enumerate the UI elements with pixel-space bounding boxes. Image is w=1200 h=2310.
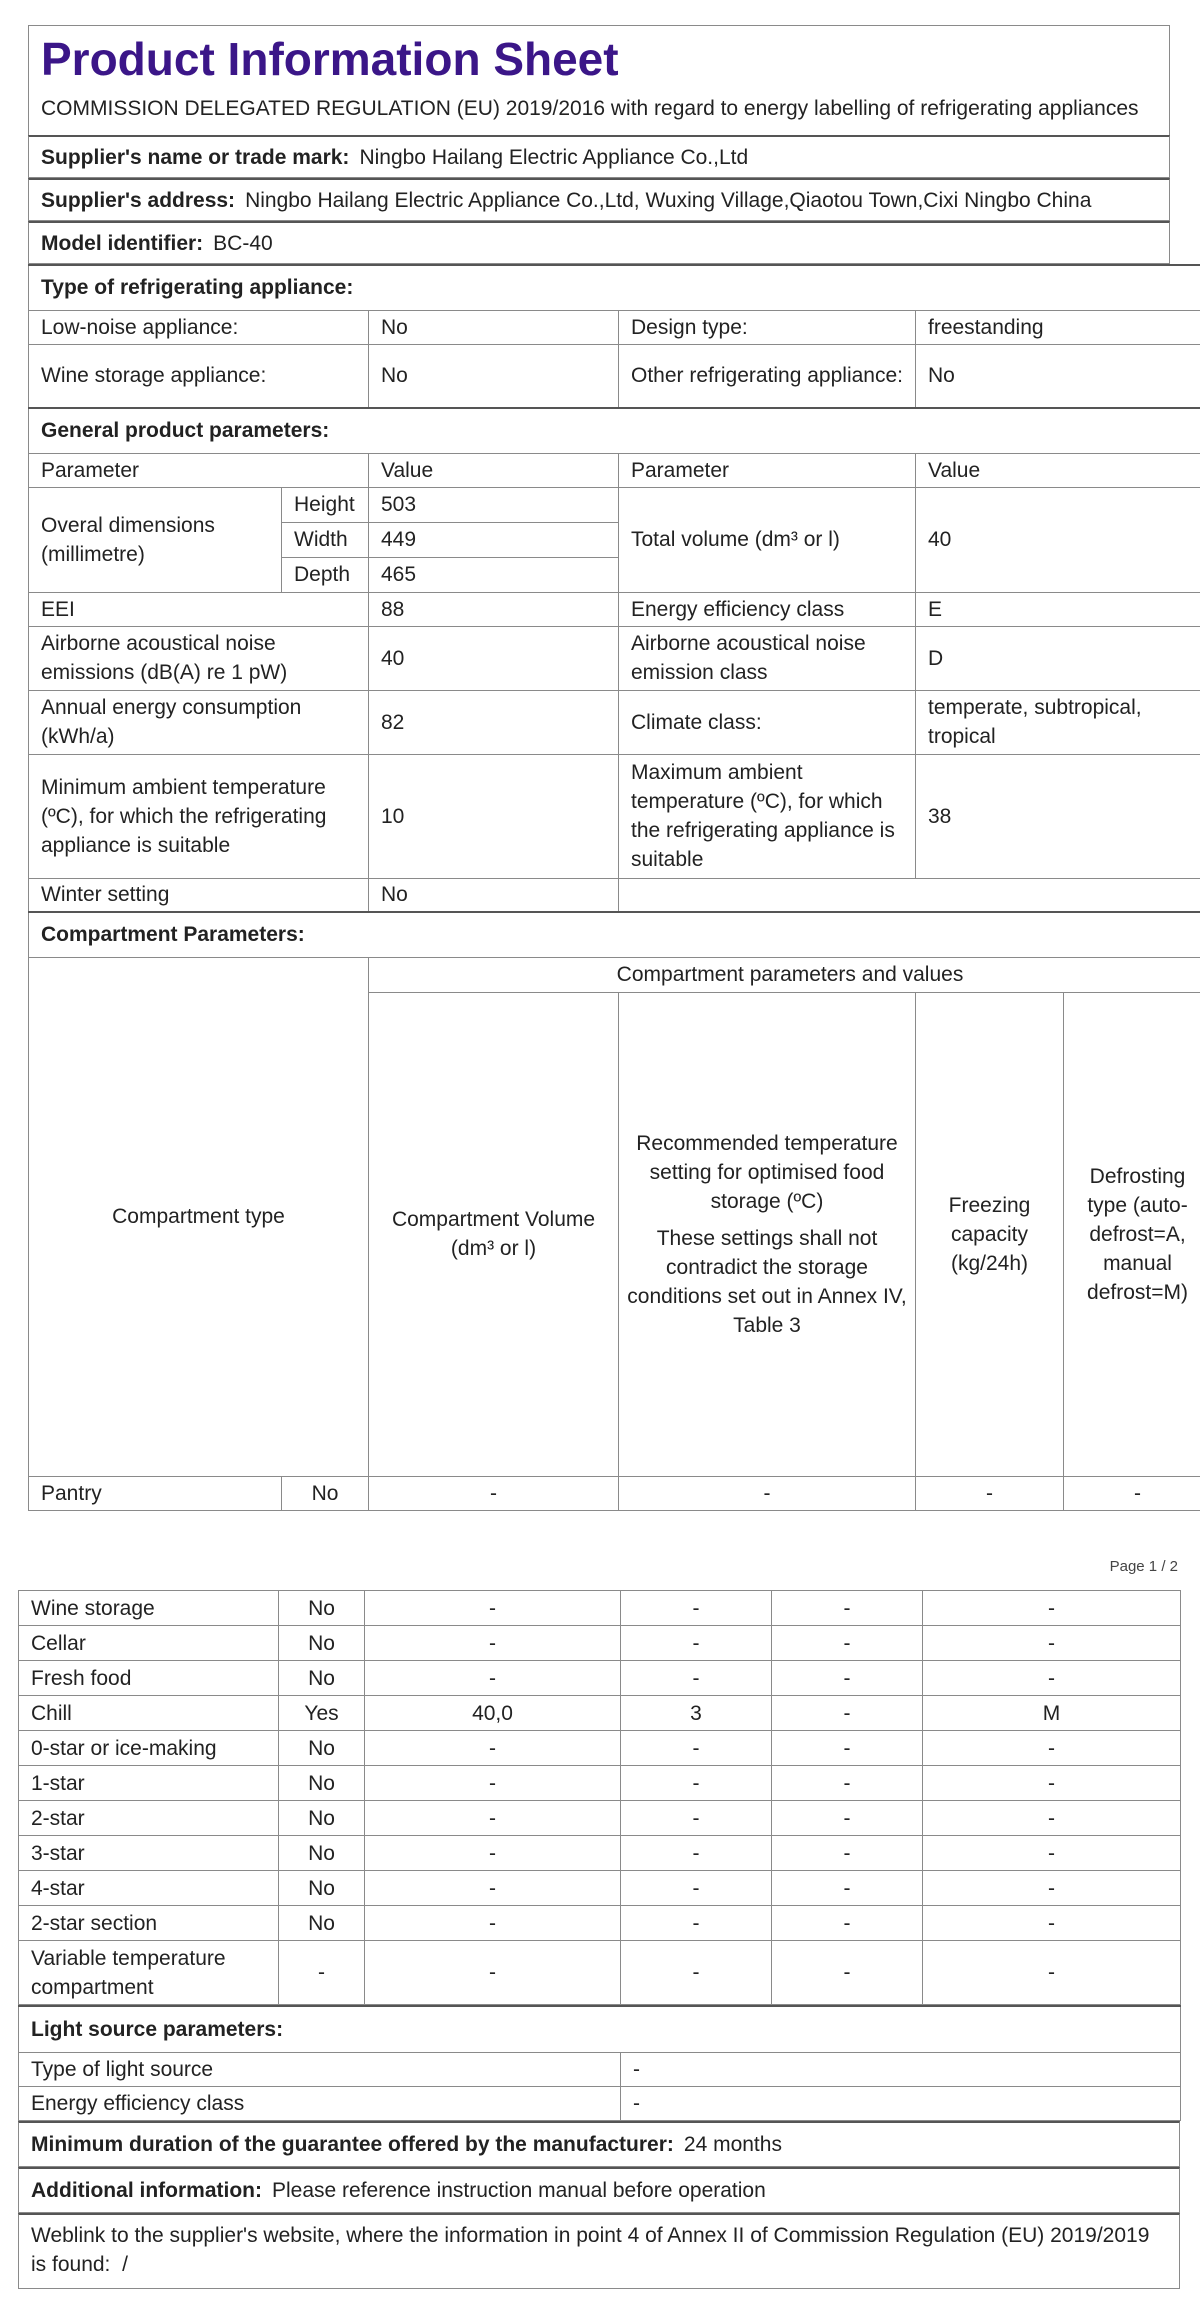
width-value: 449 [369, 522, 619, 557]
compartment-volume: - [365, 1661, 621, 1696]
energy-class-value: E [916, 592, 1200, 626]
recommended-temperature-note: These settings shall not contradict the storage conditions set out in Annex IV, Table 3 [627, 1226, 907, 1337]
compartment-name: 3-star [19, 1836, 279, 1871]
compartment-volume: - [365, 1836, 621, 1871]
compartment-volume: - [369, 1476, 619, 1510]
regulation-subtitle: COMMISSION DELEGATED REGULATION (EU) 2019/2016 with regard to energy labelling of refrigerating appliances [41, 97, 1139, 120]
compartment-defrost: - [1064, 1476, 1200, 1510]
compartment-freezing: - [772, 1731, 923, 1766]
sheet-header [28, 25, 1170, 135]
table-row [19, 1696, 1181, 1731]
compartment-name: Chill [19, 1696, 279, 1731]
guarantee-label: Minimum duration of the guarantee offered by the manufacturer: [31, 2132, 674, 2156]
light-source-table [18, 2005, 1181, 2121]
light-energy-class-value: - [621, 2086, 1181, 2120]
column-header-value: Value [369, 453, 619, 487]
info-sheet-page-2 [18, 1590, 1180, 2289]
table-row [19, 1766, 1181, 1801]
compartment-name: Fresh food [19, 1661, 279, 1696]
info-sheet-page-1 [28, 25, 1188, 1511]
winter-setting-label: Winter setting [29, 878, 369, 912]
winter-setting-value: No [369, 878, 619, 912]
wine-storage-appliance-value: No [369, 344, 619, 408]
compartment-present: No [279, 1801, 365, 1836]
supplier-address-row [28, 178, 1170, 221]
compartment-defrost: - [923, 1836, 1181, 1871]
table-row [19, 1731, 1181, 1766]
compartment-volume: - [365, 1871, 621, 1906]
climate-class-label: Climate class: [619, 690, 916, 754]
compartment-present: No [279, 1871, 365, 1906]
compartment-volume: - [365, 1941, 621, 2005]
compartment-name: 2-star [19, 1801, 279, 1836]
compartment-present: No [279, 1766, 365, 1801]
light-source-type-label: Type of light source [19, 2052, 621, 2086]
compartment-present: No [279, 1731, 365, 1766]
low-noise-label: Low-noise appliance: [29, 310, 369, 344]
max-temperature-value: 38 [916, 754, 1200, 878]
light-source-heading: Light source parameters: [19, 2006, 1181, 2052]
compartment-freezing: - [916, 1476, 1064, 1510]
compartment-present: No [279, 1661, 365, 1696]
guarantee-value: 24 months [683, 2132, 782, 2156]
annual-consumption-value: 82 [369, 690, 619, 754]
compartment-volume: - [365, 1731, 621, 1766]
compartment-volume: - [365, 1626, 621, 1661]
dimensions-label: Overal dimensions (millimetre) [29, 487, 282, 592]
compartment-temperature: - [621, 1766, 772, 1801]
compartment-volume: 40,0 [365, 1696, 621, 1731]
compartment-defrost: M [923, 1696, 1181, 1731]
freezing-capacity-header: Freezing capacity (kg/24h) [916, 992, 1064, 1476]
compartment-temperature: - [621, 1941, 772, 2005]
compartment-volume: - [365, 1591, 621, 1626]
compartment-name: Cellar [19, 1626, 279, 1661]
table-row [19, 1591, 1181, 1626]
guarantee-row [18, 2121, 1180, 2167]
compartment-defrost: - [923, 1766, 1181, 1801]
compartment-name: 0-star or ice-making [19, 1731, 279, 1766]
table-row [19, 1626, 1181, 1661]
compartment-volume: - [365, 1801, 621, 1836]
compartment-freezing: - [772, 1941, 923, 2005]
compartment-type-header: Compartment type [29, 957, 369, 1476]
light-energy-class-label: Energy efficiency class [19, 2086, 621, 2120]
compartment-present: No [279, 1626, 365, 1661]
compartment-temperature: - [621, 1661, 772, 1696]
compartment-name: Wine storage [19, 1591, 279, 1626]
compartment-freezing: - [772, 1661, 923, 1696]
depth-value: 465 [369, 557, 619, 592]
height-value: 503 [369, 487, 619, 522]
weblink-text: Weblink to the supplier's website, where the information in point 4 of Annex II of Commission Regulation (EU) 2019/2019 is found: [31, 2223, 1150, 2276]
table-row [19, 1871, 1181, 1906]
other-appliance-label: Other refrigerating appliance: [619, 344, 916, 408]
min-temperature-label: Minimum ambient temperature (ºC), for which the refrigerating appliance is suitable [29, 754, 369, 878]
compartment-name: 2-star section [19, 1906, 279, 1941]
weblink-row [18, 2213, 1180, 2289]
recommended-temperature-header [619, 992, 916, 1476]
table-row [19, 1836, 1181, 1871]
supplier-name-value: Ningbo Hailang Electric Appliance Co.,Ltd [359, 145, 749, 169]
compartment-freezing: - [772, 1871, 923, 1906]
energy-class-label: Energy efficiency class [619, 592, 916, 626]
compartment-temperature: - [621, 1871, 772, 1906]
additional-info-row [18, 2167, 1180, 2213]
design-type-value: freestanding [916, 310, 1200, 344]
appliance-type-heading: Type of refrigerating appliance: [29, 265, 1200, 310]
column-header-value-2: Value [916, 453, 1200, 487]
max-temperature-label: Maximum ambient temperature (ºC), for which the refrigerating appliance is suitable [619, 754, 916, 878]
compartment-freezing: - [772, 1801, 923, 1836]
wine-storage-appliance-label: Wine storage appliance: [29, 344, 369, 408]
compartment-name: 4-star [19, 1871, 279, 1906]
additional-info-label: Additional information: [31, 2178, 262, 2202]
compartment-name: Pantry [29, 1476, 282, 1510]
height-label: Height [282, 487, 369, 522]
depth-label: Depth [282, 557, 369, 592]
compartment-present: - [279, 1941, 365, 2005]
width-label: Width [282, 522, 369, 557]
supplier-name-row [28, 135, 1170, 178]
compartment-defrost: - [923, 1591, 1181, 1626]
total-volume-label: Total volume (dm³ or l) [619, 487, 916, 592]
compartment-temperature: - [621, 1591, 772, 1626]
compartment-temperature: - [621, 1906, 772, 1941]
table-row [29, 1476, 1200, 1510]
compartment-defrost: - [923, 1731, 1181, 1766]
compartment-present: No [279, 1836, 365, 1871]
column-header-parameter: Parameter [29, 453, 369, 487]
compartment-volume-header: Compartment Volume (dm³ or l) [369, 992, 619, 1476]
compartment-present: Yes [279, 1696, 365, 1731]
design-type-label: Design type: [619, 310, 916, 344]
model-identifier-label: Model identifier: [41, 231, 204, 255]
additional-info-value: Please reference instruction manual before operation [271, 2178, 766, 2202]
compartment-present: No [279, 1591, 365, 1626]
compartment-volume: - [365, 1906, 621, 1941]
compartment-freezing: - [772, 1696, 923, 1731]
table-row [19, 1941, 1181, 2005]
compartment-freezing: - [772, 1906, 923, 1941]
table-row [19, 1661, 1181, 1696]
model-identifier-value: BC-40 [213, 231, 273, 255]
compartment-values-group-header: Compartment parameters and values [369, 957, 1200, 992]
compartment-defrost: - [923, 1661, 1181, 1696]
compartment-present: No [282, 1476, 369, 1510]
supplier-name-label: Supplier's name or trade mark: [41, 145, 350, 169]
general-parameters-heading: General product parameters: [29, 408, 1200, 453]
compartment-freezing: - [772, 1836, 923, 1871]
compartment-defrost: - [923, 1906, 1181, 1941]
compartment-freezing: - [772, 1626, 923, 1661]
compartment-temperature: - [621, 1626, 772, 1661]
climate-class-value: temperate, subtropical, tropical [916, 690, 1200, 754]
annual-consumption-label: Annual energy consumption (kWh/a) [29, 690, 369, 754]
light-source-type-value: - [621, 2052, 1181, 2086]
min-temperature-value: 10 [369, 754, 619, 878]
compartment-temperature: - [621, 1731, 772, 1766]
recommended-temperature-title: Recommended temperature setting for optimised food storage (ºC) [636, 1131, 898, 1213]
compartment-present: No [279, 1906, 365, 1941]
noise-emission-value: 40 [369, 626, 619, 690]
eei-label: EEI [29, 592, 369, 626]
compartment-defrost: - [923, 1941, 1181, 2005]
other-appliance-value: No [916, 344, 1200, 408]
compartment-volume: - [365, 1766, 621, 1801]
compartment-name: Variable temperature compartment [19, 1941, 279, 2005]
compartment-freezing: - [772, 1591, 923, 1626]
table-row [19, 1906, 1181, 1941]
compartment-temperature: - [621, 1836, 772, 1871]
model-identifier-row [28, 221, 1170, 264]
supplier-address-label: Supplier's address: [41, 188, 236, 212]
total-volume-value: 40 [916, 487, 1200, 592]
page-number: Page 1 / 2 [1109, 1558, 1178, 1575]
compartment-defrost: - [923, 1626, 1181, 1661]
weblink-value: / [122, 2252, 128, 2276]
noise-class-value: D [916, 626, 1200, 690]
compartment-parameters-heading: Compartment Parameters: [29, 912, 1200, 957]
compartment-freezing: - [772, 1766, 923, 1801]
compartment-rows [19, 1591, 1181, 2005]
compartment-temperature: 3 [621, 1696, 772, 1731]
compartment-temperature: - [619, 1476, 916, 1510]
compartment-rows-table [18, 1590, 1181, 2005]
noise-class-label: Airborne acoustical noise emission class [619, 626, 916, 690]
table-row [19, 1801, 1181, 1836]
appliance-parameters-table [28, 264, 1200, 1511]
winter-setting-empty [619, 878, 1200, 912]
compartment-name: 1-star [19, 1766, 279, 1801]
compartment-temperature: - [621, 1801, 772, 1836]
compartment-defrost: - [923, 1801, 1181, 1836]
column-header-parameter-2: Parameter [619, 453, 916, 487]
defrosting-type-header: Defrosting type (auto-defrost=A, manual defrost=M) [1064, 992, 1200, 1476]
noise-emission-label: Airborne acoustical noise emissions (dB(A) re 1 pW) [29, 626, 369, 690]
compartment-defrost: - [923, 1871, 1181, 1906]
page-title: Product Information Sheet [41, 33, 619, 85]
low-noise-value: No [369, 310, 619, 344]
supplier-address-value: Ningbo Hailang Electric Appliance Co.,Ltd, Wuxing Village,Qiaotou Town,Cixi Ningbo China [245, 188, 1092, 212]
eei-value: 88 [369, 592, 619, 626]
